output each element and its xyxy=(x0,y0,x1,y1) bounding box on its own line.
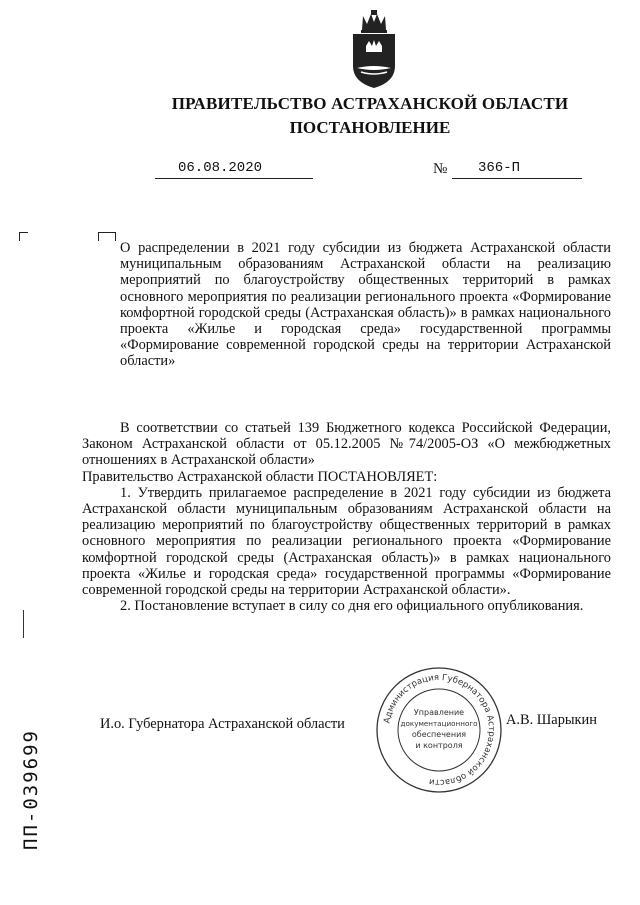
stamp-line-1: Управление xyxy=(413,708,465,717)
resolves-paragraph: Правительство Астраханской области ПОСТАНОВЛЯЕТ: xyxy=(82,468,438,485)
stamp-ring-text: Администрация Губернатора Астраханской области xyxy=(382,672,497,788)
margin-mark xyxy=(23,610,24,638)
official-stamp xyxy=(374,665,504,795)
stamp-line-3: обеспечения xyxy=(411,730,467,739)
stamp-line-2: документационного xyxy=(400,719,478,728)
stamp-line-4: и контроля xyxy=(415,741,463,750)
document-subject: О распределении в 2021 году субсидии из бюджета Астраханской области муниципальным образованиям Астраханской области на реализацию мероприятий по благоустройству общественных территорий в рамках основного мероприятия по реализации регионального проекта «Формирование комфортной городской среды (Астраханская область)» в рамках национального проекта «Жилье и городская среда» государственной программы «Формирование современной городской среды на территории Астраханской области» xyxy=(120,240,611,370)
organization-title: ПРАВИТЕЛЬСТВО АСТРАХАНСКОЙ ОБЛАСТИ xyxy=(171,94,569,113)
coat-of-arms-emblem xyxy=(345,10,403,90)
corner-mark-subject-left xyxy=(98,232,107,241)
item-1-paragraph: 1. Утвердить прилагаемое распределение в 2021 году субсидии из бюджета Астраханской области муниципальным образованиям Астраханской области на реализацию мероприятий по благоустройству общественных территорий в рамках основного мероприятия по реализации регионального проекта «Формирование комфортной городской среды (Астраханская область)» в рамках национального проекта «Жилье и городская среда» государственной программы «Формирование современной городской среды на территории Астраханской области». xyxy=(82,484,611,599)
item-2-paragraph: 2. Постановление вступает в силу со дня его официального опубликования. xyxy=(120,598,584,615)
signatory-name: А.В. Шарыкин xyxy=(506,712,597,728)
document-number: 366-П xyxy=(478,160,521,176)
preamble-paragraph: В соответствии со статьей 139 Бюджетного кодекса Российской Федерации, Законом Астраханской области от 05.12.2005 №74/2005-ОЗ «О межбюджетных отношениях в Астраханской области» xyxy=(82,420,611,469)
registration-number: ПП-039699 xyxy=(20,729,42,850)
corner-mark-subject-right xyxy=(107,232,116,241)
document-date: 06.08.2020 xyxy=(178,160,263,176)
number-label: № xyxy=(433,161,448,177)
document-body xyxy=(82,420,611,614)
signatory-position: И.о. Губернатора Астраханской области xyxy=(100,716,345,732)
corner-mark-left xyxy=(19,232,28,241)
document-type-title: ПОСТАНОВЛЕНИЕ xyxy=(289,118,451,137)
